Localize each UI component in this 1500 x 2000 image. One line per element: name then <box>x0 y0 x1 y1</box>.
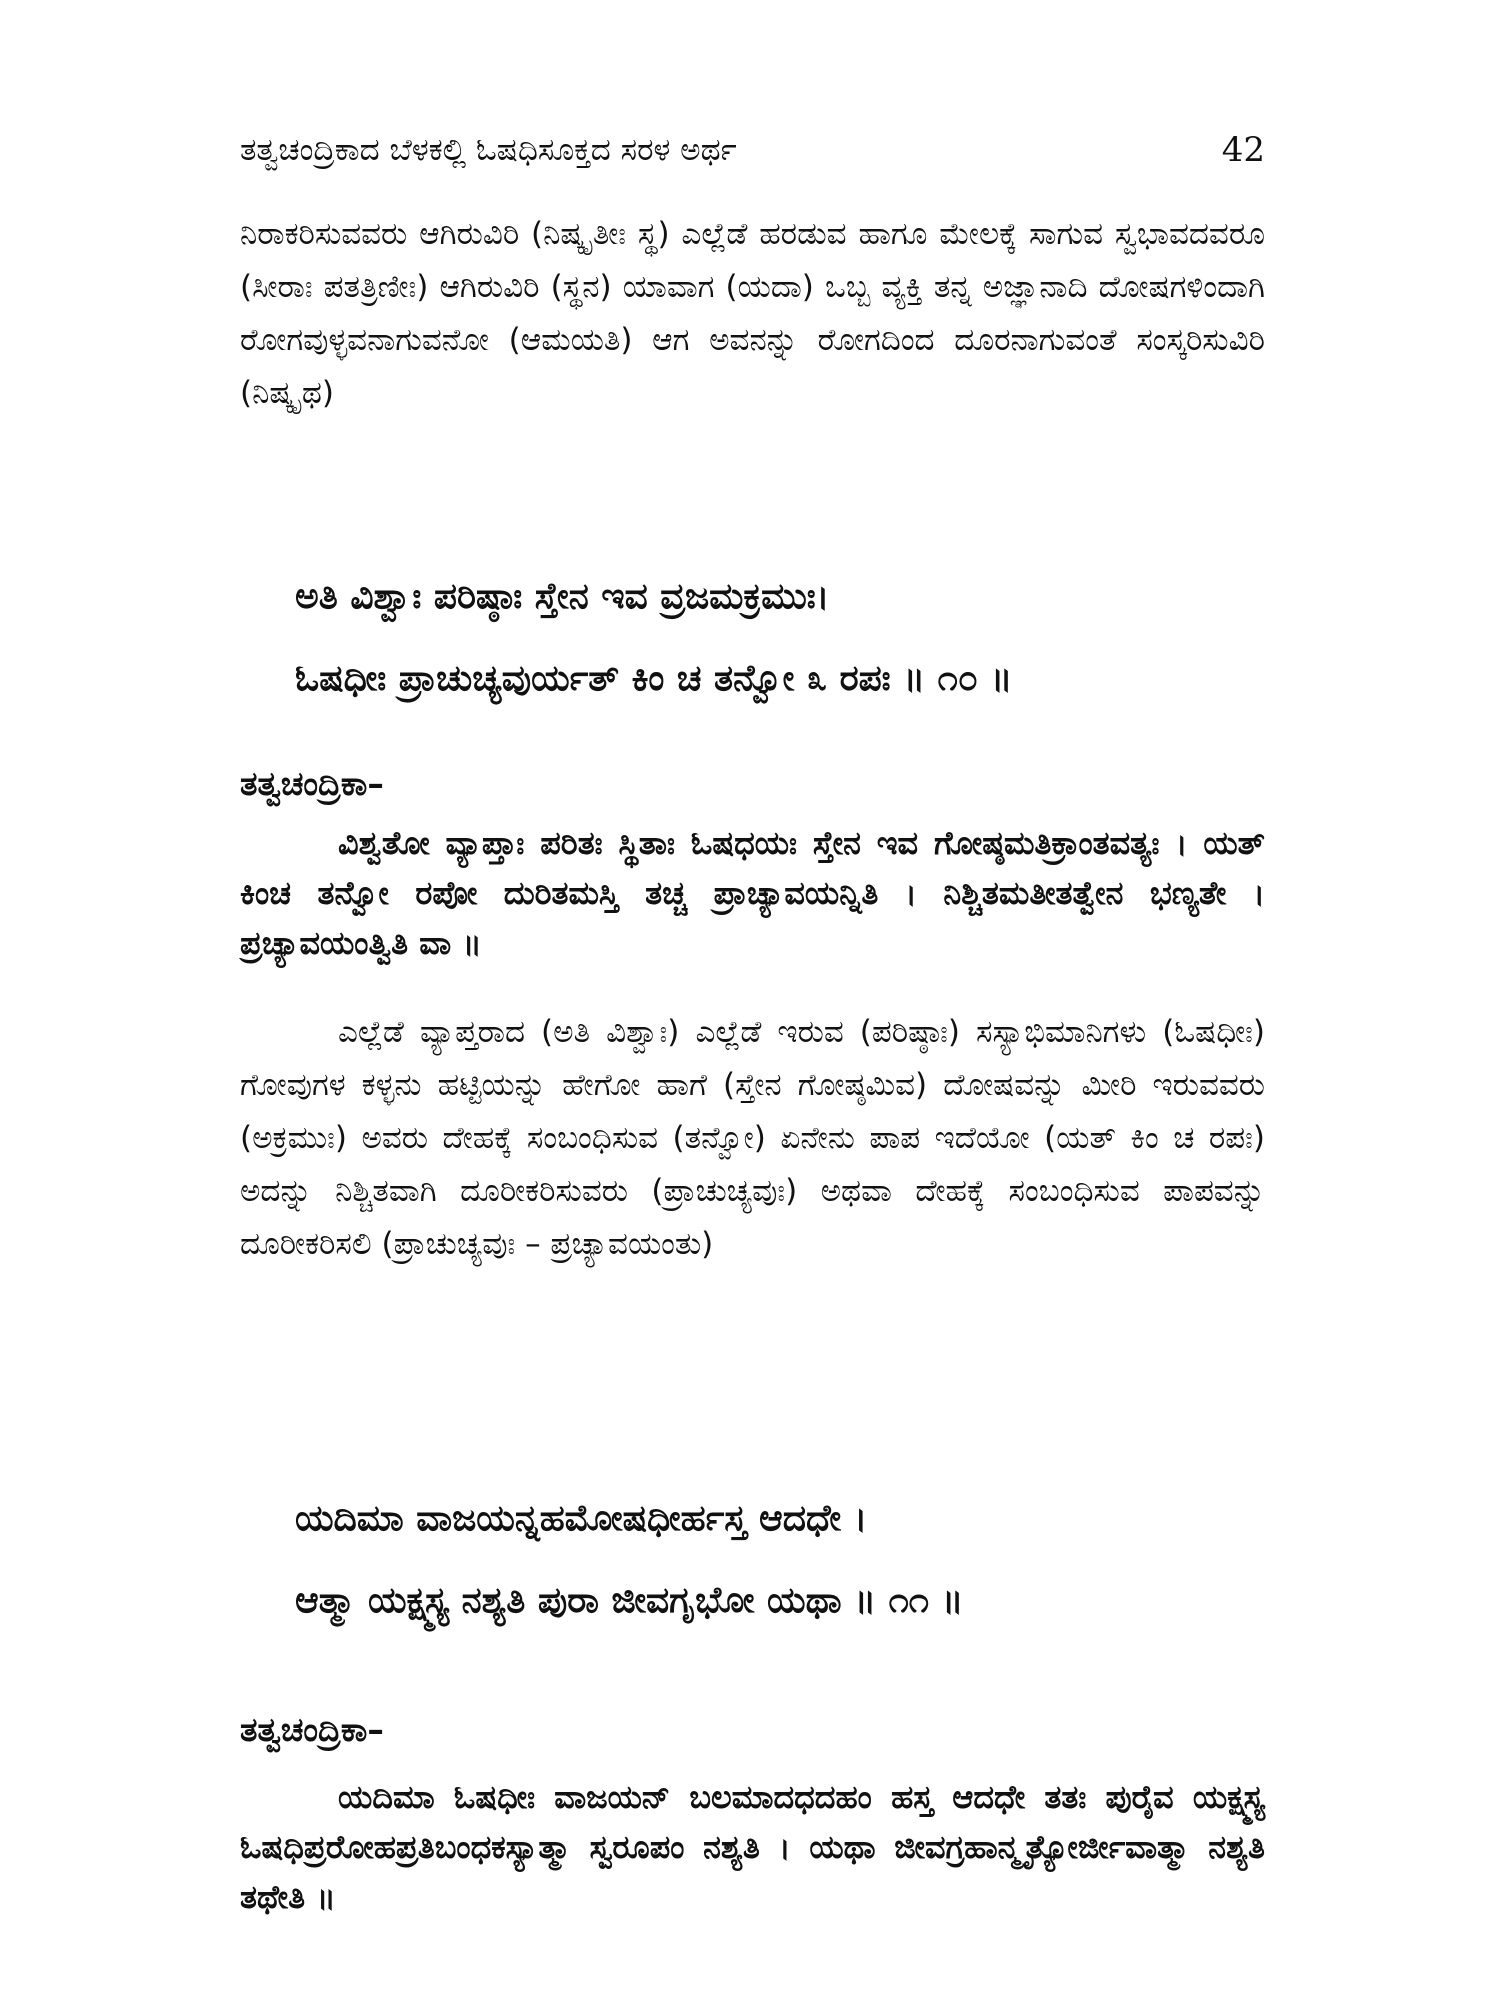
meaning-10-block <box>240 1006 1265 1271</box>
commentary-10-label: ತತ್ವಚಂದ್ರಿಕಾ– <box>240 764 384 803</box>
running-title: ತತ್ವಚಂದ್ರಿಕಾದ ಬೆಳಕಲ್ಲಿ ಓಷಧಿಸೂಕ್ತದ ಸರಳ ಅರ್ಥ <box>240 132 737 168</box>
intro-paragraph: ನಿರಾಕರಿಸುವವರು ಆಗಿರುವಿರಿ (ನಿಷ್ಕೃತೀಃ ಸ್ಥ) ಎಲ್ಲೆಡೆ ಹರಡುವ ಹಾಗೂ ಮೇಲಕ್ಕೆ ಸಾಗುವ ಸ್ವಭಾವದವರೂ (ಸೀರಾಃ ಪತತ್ರಿಣೀಃ) ಆಗಿರುವಿರಿ (ಸ್ಥನ) ಯಾವಾಗ (ಯದಾ) ಒಬ್ಬ ವ್ಯಕ್ತಿ ತನ್ನ ಅಜ್ಞಾನಾದಿ ದೋಷಗಳಿಂದಾಗಿ ರೋಗವುಳ್ಳವನಾಗುವನೋ (ಆಮಯತಿ) ಆಗ ಅವನನ್ನು ರೋಗದಿಂದ ದೂರನಾಗುವಂತೆ ಸಂಸ್ಕರಿಸುವಿರಿ (ನಿಷ್ಕೃಥ) <box>240 216 1265 411</box>
commentary-10-block <box>240 818 1265 968</box>
verse-11-line-1: ಯದಿಮಾ ವಾಜಯನ್ನಹಮೋಷಧೀರ್ಹಸ್ತ ಆದಧೇ । <box>295 1498 868 1539</box>
commentary-10-text: ವಿಶ್ವತೋ ವ್ಯಾಪ್ತಾಃ ಪರಿತಃ ಸ್ಥಿತಾಃ ಓಷಧಯಃ ಸ್ತೇನ ಇವ ಗೋಷ್ಠಮತಿಕ್ರಾಂತವತ್ಯಃ । ಯತ್ ಕಿಂಚ ತನ್ವೋ ರಪೋ ದುರಿತಮಸ್ತಿ ತಚ್ಚ ಪ್ರಾಚ್ಯಾವಯನ್ನಿತಿ । ನಿಶ್ಚಿತಮತೀತತ್ವೇನ ಭಣ್ಯತೇ । ಪ್ರಚ್ಯಾವಯಂತ್ವಿತಿ ವಾ ॥ <box>240 824 1265 962</box>
verse-10-line-2: ಓಷಧೀಃ ಪ್ರಾಚುಚ್ಯವುರ್ಯತ್ ಕಿಂ ಚ ತನ್ವೋ ೩ ರಪಃ ॥ ೧೦ ॥ <box>295 658 1013 699</box>
intro-paragraph-block <box>240 208 1265 420</box>
commentary-11-text: ಯದಿಮಾ ಓಷಧೀಃ ವಾಜಯನ್ ಬಲಮಾದಧದಹಂ ಹಸ್ತ ಆದಧೇ ತತಃ ಪುರೈವ ಯಕ್ಷ್ಮಸ್ಯ ಓಷಧಿಪ್ರರೋಹಪ್ರತಿಬಂಧಕಸ್ಯಾತ್ಮಾ ಸ್ವರೂಪಂ ನಶ್ಯತಿ । ಯಥಾ ಜೀವಗ್ರಹಾನ್ಮೃತ್ಯೋರ್ಜೀವಾತ್ಮಾ ನಶ್ಯತಿ ತಥೇತಿ ॥ <box>240 1778 1265 1916</box>
page-number: 42 <box>1221 130 1265 170</box>
meaning-10-text: ಎಲ್ಲೆಡೆ ವ್ಯಾಪ್ತರಾದ (ಅತಿ ವಿಶ್ವಾಃ) ಎಲ್ಲೆಡೆ ಇರುವ (ಪರಿಷ್ಠಾಃ) ಸಸ್ಯಾಭಿಮಾನಿಗಳು (ಓಷಧೀಃ) ಗೋವುಗಳ ಕಳ್ಳನು ಹಟ್ಟಿಯನ್ನು ಹೇಗೋ ಹಾಗೆ (ಸ್ತೇನ ಗೋಷ್ಠಮಿವ) ದೋಷವನ್ನು ಮೀರಿ ಇರುವವರು (ಅಕ್ರಮುಃ) ಅವರು ದೇಹಕ್ಕೆ ಸಂಬಂಧಿಸುವ (ತನ್ವೋ) ಏನೇನು ಪಾಪ ಇದೆಯೋ (ಯತ್ ಕಿಂ ಚ ರಪಃ) ಅದನ್ನು ನಿಶ್ಚಿತವಾಗಿ ದೂರೀಕರಿಸುವರು (ಪ್ರಾಚುಚ್ಯವುಃ) ಅಥವಾ ದೇಹಕ್ಕೆ ಸಂಬಂಧಿಸುವ ಪಾಪವನ್ನು ದೂರೀಕರಿಸಲಿ (ಪ್ರಾಚುಚ್ಯವುಃ – ಪ್ರಚ್ಯಾವಯಂತು) <box>240 1014 1265 1262</box>
verse-10-line-1: ಅತಿ ವಿಶ್ವಾಃ ಪರಿಷ್ಠಾಃ ಸ್ತೇನ ಇವ ವ್ರಜಮಕ್ರಮುಃ। <box>295 576 830 617</box>
verse-11 <box>295 1478 1275 1642</box>
verse-11-line-2: ಆತ್ಮಾ ಯಕ್ಷ್ಮಸ್ಯ ನಶ್ಯತಿ ಪುರಾ ಜೀವಗೃಭೋ ಯಥಾ ॥ ೧೧ ॥ <box>295 1580 964 1621</box>
running-header <box>240 128 1265 172</box>
commentary-11-block <box>240 1772 1265 1922</box>
verse-10 <box>295 556 1275 720</box>
commentary-11-label: ತತ್ವಚಂದ್ರಿಕಾ– <box>240 1710 384 1749</box>
